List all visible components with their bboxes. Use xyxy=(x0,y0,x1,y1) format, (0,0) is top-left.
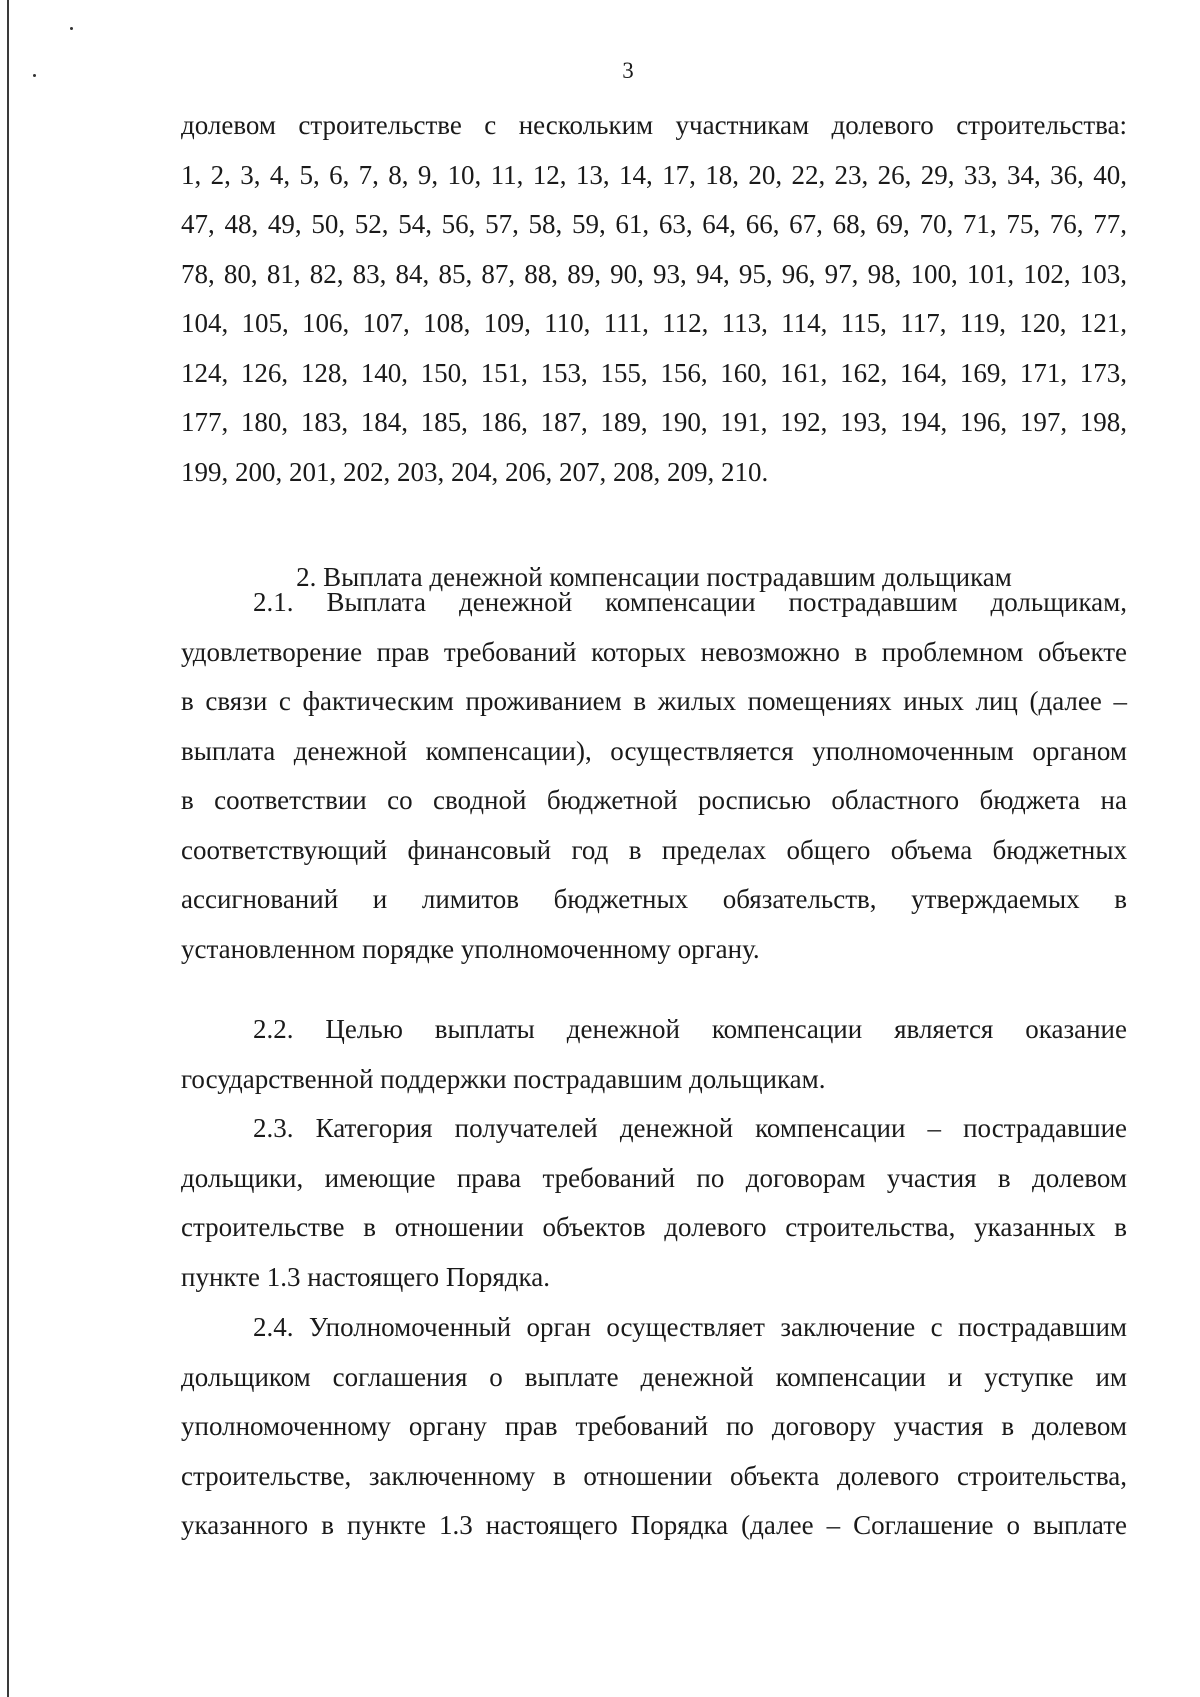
text-line: дольщиком соглашения о выплате денежной компенсации и уступке им xyxy=(181,1361,1127,1392)
paragraph-2-1 xyxy=(181,578,1127,974)
text-line: долевом строительстве с нескольким участникам долевого строительства: xyxy=(181,110,1127,140)
text-line: в соответствии со сводной бюджетной росписью областного бюджета на xyxy=(181,785,1127,815)
text-line: строительстве в отношении объектов долевого строительства, указанных в xyxy=(181,1212,1127,1242)
text-line: пункте 1.3 настоящего Порядка. xyxy=(181,1261,550,1292)
text-line: строительстве, заключенному в отношении объекта долевого строительства, xyxy=(181,1460,1127,1491)
text-line: ассигнований и лимитов бюджетных обязательств, утверждаемых в xyxy=(181,884,1127,914)
text-line: дольщики, имеющие права требований по договорам участия в долевом xyxy=(181,1162,1127,1193)
page-number: 3 xyxy=(622,58,634,83)
text-line: указанного в пункте 1.3 настоящего Порядка (далее – Соглашение о выплате xyxy=(181,1510,1127,1540)
text-line: соответствующий финансовый год в пределах общего объема бюджетных xyxy=(181,834,1127,865)
section-heading: 2. Выплата денежной компенсации пострадавшим дольщикам xyxy=(296,562,1012,592)
text-line: 2.1. Выплата денежной компенсации пострадавшим дольщикам, xyxy=(253,587,1127,617)
text-line: 2.4. Уполномоченный орган осуществляет заключение с пострадавшим xyxy=(253,1312,1127,1342)
text-line: 177, 180, 183, 184, 185, 186, 187, 189, 190, 191, 192, 193, 194, 196, 197, 198, xyxy=(181,407,1127,437)
text-line: уполномоченному органу прав требований по договору участия в долевом xyxy=(181,1411,1127,1441)
text-line: в связи с фактическим проживанием в жилых помещениях иных лиц (далее – xyxy=(181,686,1127,716)
text-line: 199, 200, 201, 202, 203, 204, 206, 207, 208, 209, 210. xyxy=(181,456,769,487)
text-line: 2.2. Целью выплаты денежной компенсации является оказание xyxy=(253,1014,1127,1044)
text-line: 104, 105, 106, 107, 108, 109, 110, 111, 112, 113, 114, 115, 117, 119, 120, 121, xyxy=(181,308,1127,338)
text-line: 1, 2, 3, 4, 5, 6, 7, 8, 9, 10, 11, 12, 13, 14, 17, 18, 20, 22, 23, 26, 29, 33, 34, 36, 40, xyxy=(181,159,1127,190)
text-line: удовлетворение прав требований которых невозможно в проблемном объекте xyxy=(181,636,1127,667)
text-line: 2.3. Категория получателей денежной компенсации – пострадавшие xyxy=(253,1113,1127,1143)
paragraph-2-2 xyxy=(181,1005,1127,1104)
paragraph-2-3 xyxy=(181,1104,1127,1302)
paragraph-2-4 xyxy=(181,1303,1127,1551)
text-line: государственной поддержки пострадавшим дольщикам. xyxy=(181,1063,826,1094)
text-line: 78, 80, 81, 82, 83, 84, 85, 87, 88, 89, 90, 93, 94, 95, 96, 97, 98, 100, 101, 102, 103, xyxy=(181,258,1127,289)
text-line: выплата денежной компенсации), осуществляется уполномоченным органом xyxy=(181,735,1127,766)
text-line: установленном порядке уполномоченному органу. xyxy=(181,933,760,964)
intro-paragraph xyxy=(181,101,1127,497)
scan-margin-line xyxy=(7,0,9,1697)
text-line: 124, 126, 128, 140, 150, 151, 153, 155, 156, 160, 161, 162, 164, 169, 171, 173, xyxy=(181,357,1127,388)
scan-speck xyxy=(70,27,73,30)
text-line: 47, 48, 49, 50, 52, 54, 56, 57, 58, 59, 61, 63, 64, 66, 67, 68, 69, 70, 71, 75, 76, 77, xyxy=(181,209,1127,239)
